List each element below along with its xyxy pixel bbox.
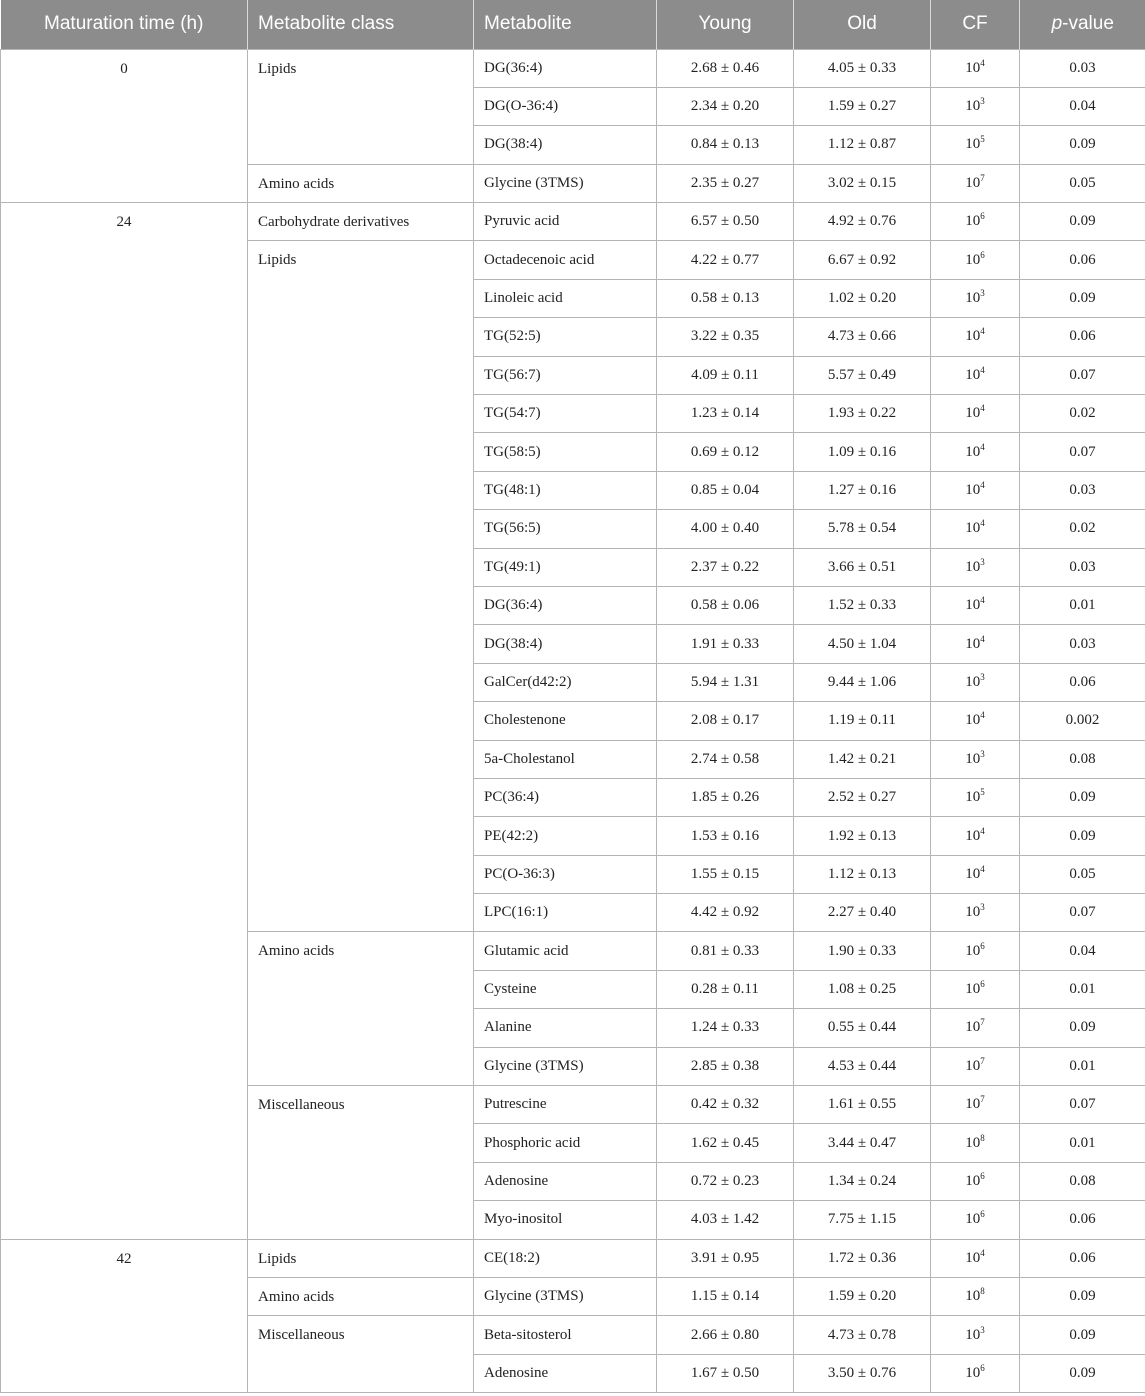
p-value-cell: 0.06 <box>1020 1201 1145 1239</box>
table-header <box>1 0 1145 49</box>
old-cell: 7.75 ± 1.15 <box>794 1201 931 1239</box>
cf-exponent: 8 <box>980 1286 985 1297</box>
p-value-cell: 0.01 <box>1020 1124 1145 1162</box>
cf-base: 10 <box>965 942 981 959</box>
young-cell: 0.69 ± 0.12 <box>657 433 794 471</box>
metabolite-cell: Beta-sitosterol <box>474 1316 657 1354</box>
cf-cell <box>931 970 1020 1008</box>
cf-exponent: 6 <box>980 1171 985 1182</box>
cf-cell <box>931 586 1020 624</box>
cf-base: 10 <box>965 443 981 460</box>
old-cell: 9.44 ± 1.06 <box>794 663 931 701</box>
old-cell: 1.08 ± 0.25 <box>794 970 931 1008</box>
old-cell: 1.59 ± 0.20 <box>794 1278 931 1316</box>
metabolite-cell: DG(36:4) <box>474 586 657 624</box>
p-value-cell: 0.06 <box>1020 241 1145 279</box>
old-cell: 3.66 ± 0.51 <box>794 548 931 586</box>
young-cell: 6.57 ± 0.50 <box>657 203 794 241</box>
p-value-cell: 0.02 <box>1020 395 1145 433</box>
old-cell: 1.34 ± 0.24 <box>794 1162 931 1200</box>
cf-base: 10 <box>965 481 981 498</box>
cf-exponent: 3 <box>980 96 985 107</box>
young-cell: 0.58 ± 0.13 <box>657 279 794 317</box>
cf-base: 10 <box>965 673 981 690</box>
cf-exponent: 6 <box>980 1362 985 1373</box>
young-cell: 0.81 ± 0.33 <box>657 932 794 970</box>
metabolite-cell: DG(36:4) <box>474 49 657 87</box>
metabolite-cell: Glycine (3TMS) <box>474 1047 657 1085</box>
metabolite-cell: DG(O-36:4) <box>474 87 657 125</box>
metabolite-cell: TG(56:5) <box>474 510 657 548</box>
p-value-cell: 0.09 <box>1020 126 1145 164</box>
metabolite-cell: Glycine (3TMS) <box>474 164 657 202</box>
metabolite-cell: GalCer(d42:2) <box>474 663 657 701</box>
young-cell: 5.94 ± 1.31 <box>657 663 794 701</box>
cf-cell <box>931 1201 1020 1239</box>
cf-cell <box>931 203 1020 241</box>
old-cell: 1.59 ± 0.27 <box>794 87 931 125</box>
header-young: Young <box>657 0 794 49</box>
p-value-cell: 0.04 <box>1020 87 1145 125</box>
young-cell: 4.22 ± 0.77 <box>657 241 794 279</box>
cf-base: 10 <box>965 558 981 575</box>
cf-cell <box>931 433 1020 471</box>
metabolite-cell: CE(18:2) <box>474 1239 657 1277</box>
young-cell: 0.58 ± 0.06 <box>657 586 794 624</box>
young-cell: 1.24 ± 0.33 <box>657 1009 794 1047</box>
metabolite-cell: TG(54:7) <box>474 395 657 433</box>
cf-cell <box>931 318 1020 356</box>
cf-base: 10 <box>965 1249 981 1266</box>
old-cell: 1.12 ± 0.87 <box>794 126 931 164</box>
cf-cell <box>931 702 1020 740</box>
p-value-cell: 0.08 <box>1020 740 1145 778</box>
cf-cell <box>931 1162 1020 1200</box>
young-cell: 0.42 ± 0.32 <box>657 1086 794 1124</box>
p-value-cell: 0.06 <box>1020 663 1145 701</box>
cf-cell <box>931 663 1020 701</box>
header-maturation-time: Maturation time (h) <box>1 0 248 49</box>
old-cell: 5.78 ± 0.54 <box>794 510 931 548</box>
young-cell: 0.72 ± 0.23 <box>657 1162 794 1200</box>
p-value-cell: 0.002 <box>1020 702 1145 740</box>
metabolite-cell: DG(38:4) <box>474 625 657 663</box>
metabolite-cell: Adenosine <box>474 1162 657 1200</box>
cf-base: 10 <box>965 712 981 729</box>
maturation-time-cell: 0 <box>1 49 248 203</box>
cf-base: 10 <box>965 1057 981 1074</box>
metabolite-cell: Cysteine <box>474 970 657 1008</box>
cf-exponent: 3 <box>980 288 985 299</box>
cf-base: 10 <box>965 865 981 882</box>
cf-exponent: 7 <box>980 1055 985 1066</box>
young-cell: 0.85 ± 0.04 <box>657 471 794 509</box>
cf-base: 10 <box>965 366 981 383</box>
p-value-cell: 0.06 <box>1020 1239 1145 1277</box>
metabolite-cell: Phosphoric acid <box>474 1124 657 1162</box>
metabolite-cell: TG(58:5) <box>474 433 657 471</box>
young-cell: 1.91 ± 0.33 <box>657 625 794 663</box>
p-value-cell: 0.03 <box>1020 625 1145 663</box>
old-cell: 1.19 ± 0.11 <box>794 702 931 740</box>
cf-exponent: 4 <box>980 364 985 375</box>
cf-exponent: 4 <box>980 825 985 836</box>
old-cell: 0.55 ± 0.44 <box>794 1009 931 1047</box>
young-cell: 1.62 ± 0.45 <box>657 1124 794 1162</box>
p-value-cell: 0.09 <box>1020 1278 1145 1316</box>
old-cell: 1.12 ± 0.13 <box>794 855 931 893</box>
p-value-cell: 0.07 <box>1020 894 1145 932</box>
cf-cell <box>931 625 1020 663</box>
cf-cell <box>931 548 1020 586</box>
old-cell: 1.27 ± 0.16 <box>794 471 931 509</box>
cf-base: 10 <box>965 174 981 191</box>
p-value-cell: 0.05 <box>1020 855 1145 893</box>
header-row <box>1 0 1145 49</box>
old-cell: 3.44 ± 0.47 <box>794 1124 931 1162</box>
p-value-cell: 0.06 <box>1020 318 1145 356</box>
cf-base: 10 <box>965 1173 981 1190</box>
header-old: Old <box>794 0 931 49</box>
metabolite-cell: TG(56:7) <box>474 356 657 394</box>
p-value-cell: 0.07 <box>1020 356 1145 394</box>
cf-exponent: 4 <box>980 441 985 452</box>
cf-cell <box>931 241 1020 279</box>
old-cell: 1.72 ± 0.36 <box>794 1239 931 1277</box>
metabolite-cell: PE(42:2) <box>474 817 657 855</box>
cf-cell <box>931 49 1020 87</box>
p-value-cell: 0.04 <box>1020 932 1145 970</box>
old-cell: 4.05 ± 0.33 <box>794 49 931 87</box>
cf-exponent: 3 <box>980 1324 985 1335</box>
cf-exponent: 3 <box>980 671 985 682</box>
cf-base: 10 <box>965 59 981 76</box>
cf-base: 10 <box>965 597 981 614</box>
young-cell: 2.34 ± 0.20 <box>657 87 794 125</box>
cf-cell <box>931 1009 1020 1047</box>
old-cell: 1.93 ± 0.22 <box>794 395 931 433</box>
old-cell: 1.92 ± 0.13 <box>794 817 931 855</box>
table-row <box>1 1239 1145 1277</box>
p-value-cell: 0.01 <box>1020 970 1145 1008</box>
young-cell: 4.42 ± 0.92 <box>657 894 794 932</box>
cf-exponent: 4 <box>980 595 985 606</box>
cf-base: 10 <box>965 750 981 767</box>
cf-cell <box>931 1086 1020 1124</box>
cf-base: 10 <box>965 1211 981 1228</box>
old-cell: 1.52 ± 0.33 <box>794 586 931 624</box>
metabolite-cell: PC(O-36:3) <box>474 855 657 893</box>
cf-base: 10 <box>965 1288 981 1305</box>
cf-base: 10 <box>965 405 981 422</box>
old-cell: 2.27 ± 0.40 <box>794 894 931 932</box>
table-row <box>1 49 1145 87</box>
p-value-cell: 0.03 <box>1020 49 1145 87</box>
cf-exponent: 4 <box>980 326 985 337</box>
old-cell: 3.02 ± 0.15 <box>794 164 931 202</box>
p-value-cell: 0.09 <box>1020 778 1145 816</box>
young-cell: 3.22 ± 0.35 <box>657 318 794 356</box>
maturation-time-cell: 24 <box>1 203 248 1240</box>
cf-exponent: 4 <box>980 633 985 644</box>
young-cell: 2.68 ± 0.46 <box>657 49 794 87</box>
old-cell: 1.90 ± 0.33 <box>794 932 931 970</box>
cf-base: 10 <box>965 136 981 153</box>
cf-cell <box>931 817 1020 855</box>
cf-exponent: 4 <box>980 479 985 490</box>
metabolite-cell: TG(49:1) <box>474 548 657 586</box>
cf-cell <box>931 1047 1020 1085</box>
p-value-cell: 0.07 <box>1020 1086 1145 1124</box>
p-value-cell: 0.01 <box>1020 586 1145 624</box>
cf-exponent: 5 <box>980 134 985 145</box>
header-metabolite: Metabolite <box>474 0 657 49</box>
old-cell: 4.50 ± 1.04 <box>794 625 931 663</box>
cf-exponent: 6 <box>980 211 985 222</box>
p-value-cell: 0.03 <box>1020 548 1145 586</box>
metabolite-class-cell: Amino acids <box>248 932 474 1086</box>
cf-exponent: 4 <box>980 57 985 68</box>
cf-base: 10 <box>965 290 981 307</box>
p-value-cell: 0.05 <box>1020 164 1145 202</box>
cf-cell <box>931 510 1020 548</box>
metabolite-cell: Alanine <box>474 1009 657 1047</box>
young-cell: 4.00 ± 0.40 <box>657 510 794 548</box>
header-p-value <box>1020 0 1145 49</box>
metabolite-class-cell: Amino acids <box>248 1278 474 1316</box>
cf-exponent: 5 <box>980 787 985 798</box>
metabolite-class-cell: Lipids <box>248 241 474 932</box>
old-cell: 2.52 ± 0.27 <box>794 778 931 816</box>
young-cell: 2.37 ± 0.22 <box>657 548 794 586</box>
cf-exponent: 3 <box>980 902 985 913</box>
p-value-cell: 0.09 <box>1020 1009 1145 1047</box>
cf-base: 10 <box>965 981 981 998</box>
p-value-cell: 0.08 <box>1020 1162 1145 1200</box>
old-cell: 4.92 ± 0.76 <box>794 203 931 241</box>
p-value-cell: 0.09 <box>1020 817 1145 855</box>
cf-cell <box>931 1124 1020 1162</box>
cf-exponent: 3 <box>980 556 985 567</box>
cf-cell <box>931 932 1020 970</box>
young-cell: 3.91 ± 0.95 <box>657 1239 794 1277</box>
metabolite-cell: Linoleic acid <box>474 279 657 317</box>
maturation-time-cell: 42 <box>1 1239 248 1393</box>
cf-base: 10 <box>965 98 981 115</box>
cf-cell <box>931 164 1020 202</box>
young-cell: 0.28 ± 0.11 <box>657 970 794 1008</box>
metabolite-cell: TG(52:5) <box>474 318 657 356</box>
cf-cell <box>931 1239 1020 1277</box>
cf-cell <box>931 87 1020 125</box>
cf-base: 10 <box>965 635 981 652</box>
cf-exponent: 6 <box>980 979 985 990</box>
p-value-cell: 0.09 <box>1020 203 1145 241</box>
young-cell: 1.67 ± 0.50 <box>657 1354 794 1392</box>
young-cell: 1.53 ± 0.16 <box>657 817 794 855</box>
cf-exponent: 4 <box>980 863 985 874</box>
cf-base: 10 <box>965 1134 981 1151</box>
metabolite-cell: LPC(16:1) <box>474 894 657 932</box>
metabolite-class-cell: Amino acids <box>248 164 474 202</box>
young-cell: 1.15 ± 0.14 <box>657 1278 794 1316</box>
old-cell: 4.73 ± 0.78 <box>794 1316 931 1354</box>
old-cell: 1.61 ± 0.55 <box>794 1086 931 1124</box>
header-cf: CF <box>931 0 1020 49</box>
metabolite-cell: Pyruvic acid <box>474 203 657 241</box>
cf-base: 10 <box>965 1326 981 1343</box>
young-cell: 0.84 ± 0.13 <box>657 126 794 164</box>
table-body <box>1 49 1145 1393</box>
old-cell: 4.73 ± 0.66 <box>794 318 931 356</box>
young-cell: 2.66 ± 0.80 <box>657 1316 794 1354</box>
cf-exponent: 4 <box>980 518 985 529</box>
old-cell: 1.02 ± 0.20 <box>794 279 931 317</box>
metabolite-cell: Octadecenoic acid <box>474 241 657 279</box>
cf-cell <box>931 279 1020 317</box>
cf-cell <box>931 1316 1020 1354</box>
old-cell: 1.09 ± 0.16 <box>794 433 931 471</box>
old-cell: 6.67 ± 0.92 <box>794 241 931 279</box>
old-cell: 3.50 ± 0.76 <box>794 1354 931 1392</box>
cf-base: 10 <box>965 520 981 537</box>
cf-base: 10 <box>965 1019 981 1036</box>
young-cell: 4.09 ± 0.11 <box>657 356 794 394</box>
young-cell: 2.35 ± 0.27 <box>657 164 794 202</box>
metabolite-cell: Myo-inositol <box>474 1201 657 1239</box>
cf-exponent: 3 <box>980 748 985 759</box>
cf-exponent: 6 <box>980 1209 985 1220</box>
cf-base: 10 <box>965 251 981 268</box>
cf-cell <box>931 894 1020 932</box>
cf-exponent: 6 <box>980 940 985 951</box>
metabolite-cell: Cholestenone <box>474 702 657 740</box>
old-cell: 5.57 ± 0.49 <box>794 356 931 394</box>
young-cell: 4.03 ± 1.42 <box>657 1201 794 1239</box>
cf-exponent: 8 <box>980 1132 985 1143</box>
young-cell: 2.85 ± 0.38 <box>657 1047 794 1085</box>
p-value-cell: 0.03 <box>1020 471 1145 509</box>
p-suffix: -value <box>1062 13 1114 35</box>
young-cell: 1.85 ± 0.26 <box>657 778 794 816</box>
cf-cell <box>931 855 1020 893</box>
cf-cell <box>931 1278 1020 1316</box>
old-cell: 1.42 ± 0.21 <box>794 740 931 778</box>
p-value-cell: 0.07 <box>1020 433 1145 471</box>
young-cell: 1.55 ± 0.15 <box>657 855 794 893</box>
metabolite-cell: Glutamic acid <box>474 932 657 970</box>
p-value-cell: 0.02 <box>1020 510 1145 548</box>
cf-base: 10 <box>965 213 981 230</box>
young-cell: 2.08 ± 0.17 <box>657 702 794 740</box>
cf-base: 10 <box>965 328 981 345</box>
cf-cell <box>931 395 1020 433</box>
cf-exponent: 4 <box>980 403 985 414</box>
p-italic: p <box>1051 13 1063 35</box>
metabolite-cell: DG(38:4) <box>474 126 657 164</box>
cf-base: 10 <box>965 1096 981 1113</box>
cf-exponent: 7 <box>980 172 985 183</box>
metabolite-cell: 5a-Cholestanol <box>474 740 657 778</box>
metabolite-class-cell: Carbohydrate derivatives <box>248 203 474 241</box>
metabolite-class-cell: Lipids <box>248 1239 474 1277</box>
cf-cell <box>931 126 1020 164</box>
header-metabolite-class: Metabolite class <box>248 0 474 49</box>
p-value-cell: 0.09 <box>1020 279 1145 317</box>
p-value-cell: 0.01 <box>1020 1047 1145 1085</box>
metabolite-class-cell: Miscellaneous <box>248 1086 474 1240</box>
cf-cell <box>931 356 1020 394</box>
cf-cell <box>931 1354 1020 1392</box>
metabolite-cell: Adenosine <box>474 1354 657 1392</box>
old-cell: 4.53 ± 0.44 <box>794 1047 931 1085</box>
young-cell: 1.23 ± 0.14 <box>657 395 794 433</box>
p-value-cell: 0.09 <box>1020 1316 1145 1354</box>
cf-exponent: 7 <box>980 1017 985 1028</box>
young-cell: 2.74 ± 0.58 <box>657 740 794 778</box>
p-value-cell: 0.09 <box>1020 1354 1145 1392</box>
cf-base: 10 <box>965 827 981 844</box>
cf-base: 10 <box>965 1364 981 1381</box>
metabolite-cell: TG(48:1) <box>474 471 657 509</box>
metabolite-cell: Putrescine <box>474 1086 657 1124</box>
cf-exponent: 6 <box>980 249 985 260</box>
cf-exponent: 4 <box>980 710 985 721</box>
cf-base: 10 <box>965 904 981 921</box>
cf-cell <box>931 778 1020 816</box>
cf-exponent: 7 <box>980 1094 985 1105</box>
table-row <box>1 203 1145 241</box>
metabolite-class-cell: Lipids <box>248 49 474 164</box>
cf-cell <box>931 740 1020 778</box>
metabolite-cell: PC(36:4) <box>474 778 657 816</box>
cf-exponent: 4 <box>980 1247 985 1258</box>
cf-cell <box>931 471 1020 509</box>
cf-base: 10 <box>965 789 981 806</box>
metabolite-class-cell: Miscellaneous <box>248 1316 474 1393</box>
metabolite-cell: Glycine (3TMS) <box>474 1278 657 1316</box>
